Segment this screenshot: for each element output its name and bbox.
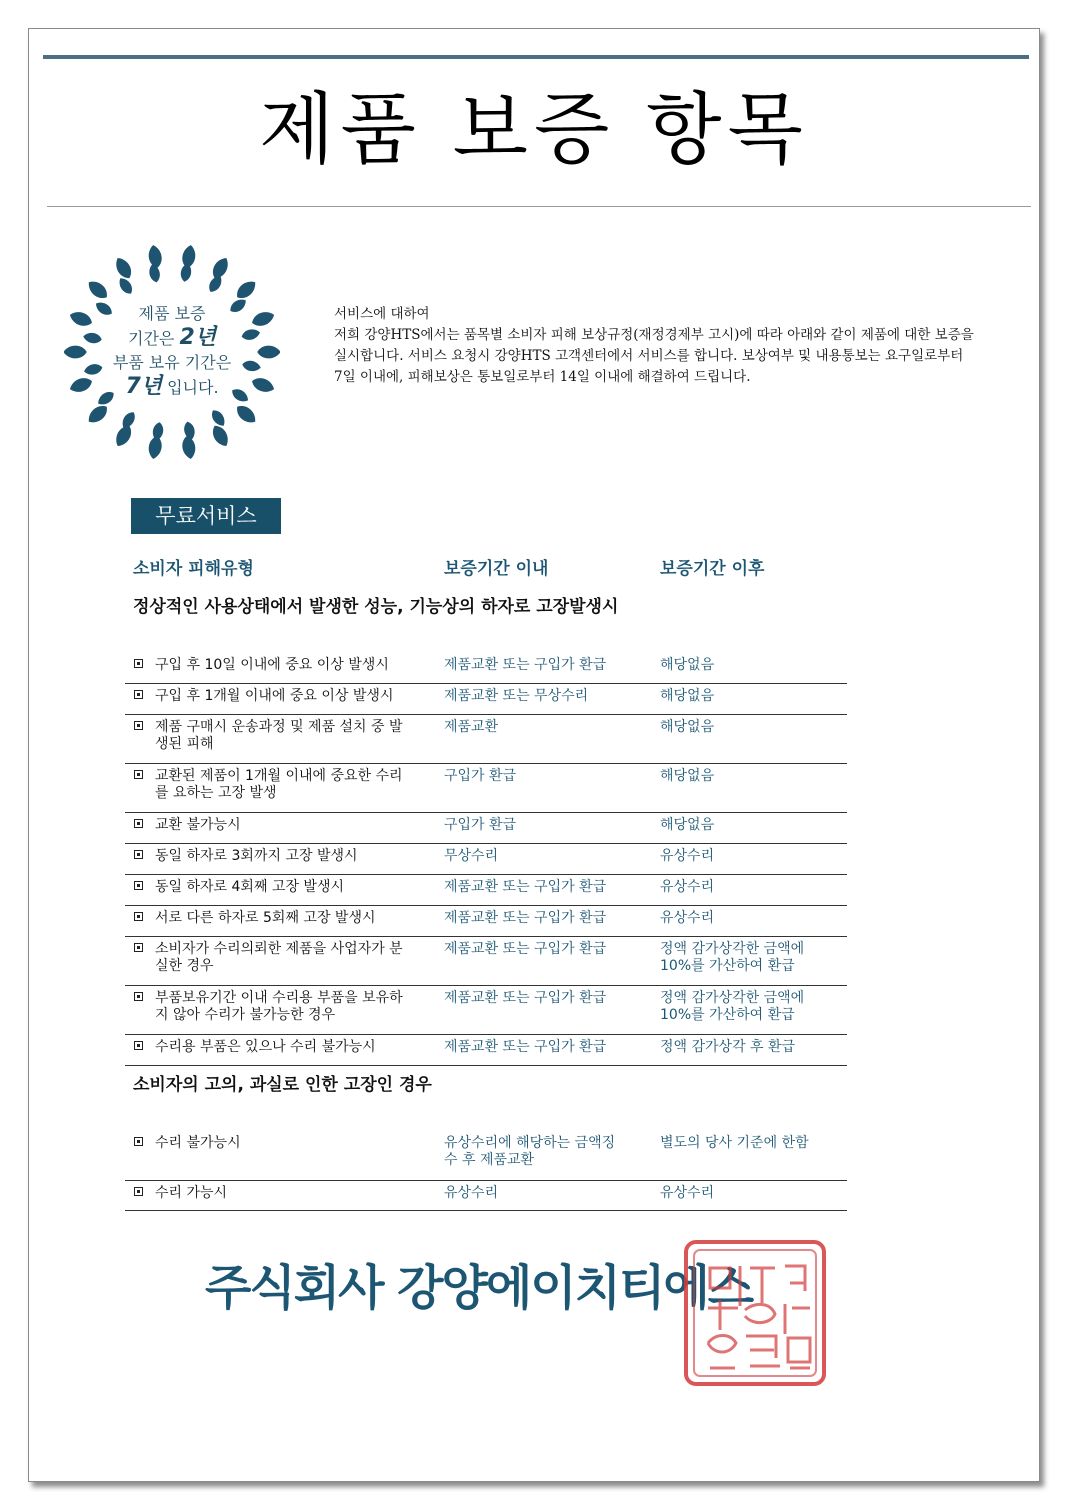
- col-after-header: 보증기간 이후: [660, 559, 765, 579]
- within-warranty: 제품교환 또는 구입가 환급: [444, 657, 607, 673]
- within-warranty: 구입가 환급: [444, 768, 517, 784]
- wreath-leaf: [116, 275, 135, 296]
- within-warranty: 제품교환: [444, 719, 499, 735]
- after-warranty: 정액 감가상각한 금액에 10%를 가산하여 환급: [660, 941, 805, 974]
- within-warranty: 유상수리: [444, 1185, 499, 1201]
- table-row: [125, 812, 847, 844]
- table-row: [125, 683, 847, 715]
- wreath-leaf: [147, 244, 164, 269]
- after-warranty: 정액 감가상각한 금액에 10%를 가산하여 환급: [660, 990, 805, 1023]
- within-warranty: 구입가 환급: [444, 817, 517, 833]
- within-warranty: 제품교환 또는 구입가 환급: [444, 1039, 607, 1055]
- intro-heading: 서비스에 대하여: [334, 306, 430, 322]
- after-warranty: 유상수리: [660, 1185, 715, 1201]
- company-seal-icon: [680, 1238, 830, 1388]
- section-title-normal-use: 정상적인 사용상태에서 발생한 성능, 기능상의 하자로 고장발생시: [133, 597, 619, 617]
- table-row: [125, 905, 847, 937]
- after-warranty: 유상수리: [660, 848, 715, 864]
- wreath-leaf: [85, 277, 111, 302]
- wreath-leaf: [233, 277, 259, 302]
- damage-type-text: 수리 가능시: [155, 1185, 228, 1201]
- badge-text: [64, 302, 280, 400]
- bullet-square-icon: [134, 1187, 143, 1196]
- damage-type-text: 교환 불가능시: [155, 817, 241, 833]
- top-rule: [43, 55, 1029, 59]
- within-warranty: 제품교환 또는 구입가 환급: [444, 910, 607, 926]
- company-name: 주식회사 강양에이치티에스: [205, 1260, 753, 1316]
- damage-type: [134, 990, 410, 1024]
- service-intro: [334, 304, 974, 388]
- bullet-square-icon: [134, 881, 143, 890]
- bullet-square-icon: [134, 912, 143, 921]
- after-warranty: 유상수리: [660, 910, 715, 926]
- wreath-leaf: [209, 423, 232, 450]
- page-title: 제품 보증 항목: [259, 85, 809, 175]
- badge-line2: 기간은: [127, 329, 180, 348]
- col-type-header: 소비자 피해유형: [133, 559, 254, 579]
- damage-type: [134, 817, 410, 834]
- damage-type-text: 동일 하자로 3회까지 고장 발생시: [155, 848, 358, 864]
- bullet-square-icon: [134, 943, 143, 952]
- damage-type: [134, 848, 410, 865]
- damage-type: [134, 910, 410, 927]
- bullet-square-icon: [134, 1041, 143, 1050]
- after-warranty: 해당없음: [660, 719, 715, 735]
- badge-line1: 제품 보증: [138, 304, 206, 323]
- after-warranty: 해당없음: [660, 657, 715, 673]
- bullet-square-icon: [134, 850, 143, 859]
- bullet-square-icon: [134, 992, 143, 1001]
- bullet-square-icon: [134, 690, 143, 699]
- after-warranty: 별도의 당사 기준에 한함: [660, 1135, 809, 1151]
- table-row: [125, 936, 847, 986]
- badge-line3: 부품 보유 기간은: [112, 353, 232, 372]
- within-warranty: 제품교환 또는 구입가 환급: [444, 941, 607, 957]
- badge-parts-period: 7년: [125, 374, 162, 399]
- table-row: [125, 985, 847, 1035]
- within-warranty: 무상수리: [444, 848, 499, 864]
- damage-type-text: 제품 구매시 운송과정 및 제품 설치 중 발생된 피해: [155, 719, 403, 752]
- bullet-square-icon: [134, 770, 143, 779]
- within-warranty: 유상수리에 해당하는 금액징수 후 제품교환: [444, 1135, 616, 1168]
- within-warranty: 제품교환 또는 구입가 환급: [444, 990, 607, 1006]
- table-row: [125, 652, 847, 684]
- table-row: [125, 763, 847, 813]
- within-warranty: 제품교환 또는 구입가 환급: [444, 879, 607, 895]
- damage-type: [134, 657, 410, 674]
- section-title-misuse: 소비자의 고의, 과실로 인한 고장인 경우: [133, 1075, 432, 1095]
- wreath-leaf: [209, 407, 228, 428]
- damage-type: [134, 941, 410, 975]
- badge-period: 2년: [179, 325, 217, 350]
- damage-type-text: 구입 후 1개월 이내에 중요 이상 발생시: [155, 688, 394, 704]
- wreath-leaf: [233, 402, 259, 427]
- free-service-tag: 무료서비스: [131, 498, 281, 534]
- intro-body: 저희 강양HTS에서는 품목별 소비자 피해 보상규정(재정경제부 고시)에 따라 아래와 같이 제품에 대한 보증을 실시합니다. 서비스 요청시 강양HTS 고객센터에서 서비스를 합니다. 보상여부 및 내용통보는 요구일로부터 7일 이내에, 피해보상은 통보일로부터 14일 이내에 해결하여 드립니다.: [334, 327, 974, 385]
- damage-type: [134, 1039, 410, 1056]
- after-warranty: 유상수리: [660, 879, 715, 895]
- table-row: [125, 1180, 847, 1211]
- damage-type: [134, 879, 410, 896]
- col-within-header: 보증기간 이내: [444, 559, 549, 579]
- damage-type: [134, 1135, 410, 1152]
- after-warranty: 해당없음: [660, 768, 715, 784]
- damage-type-text: 소비자가 수리의뢰한 제품을 사업자가 분실한 경우: [155, 941, 403, 974]
- bullet-square-icon: [134, 659, 143, 668]
- table-row: [125, 1130, 847, 1181]
- warranty-badge: [64, 244, 280, 460]
- after-warranty: 해당없음: [660, 817, 715, 833]
- wreath-leaf: [181, 435, 198, 460]
- damage-type-text: 구입 후 10일 이내에 중요 이상 발생시: [155, 657, 389, 673]
- damage-type: [134, 768, 410, 802]
- title-rule: [47, 206, 1031, 207]
- wreath-leaf: [85, 402, 111, 427]
- damage-type-text: 동일 하자로 4회째 고장 발생시: [155, 879, 344, 895]
- wreath-leaf: [182, 421, 196, 441]
- bullet-square-icon: [134, 721, 143, 730]
- damage-type-text: 수리 불가능시: [155, 1135, 241, 1151]
- table-row: [125, 1034, 847, 1066]
- damage-type-text: 교환된 제품이 1개월 이내에 중요한 수리를 요하는 고장 발생: [155, 768, 403, 801]
- within-warranty: 제품교환 또는 무상수리: [444, 688, 589, 704]
- table-header: [133, 554, 855, 580]
- damage-type-text: 부품보유기간 이내 수리용 부품을 보유하지 않아 수리가 불가능한 경우: [155, 990, 403, 1023]
- damage-type-text: 서로 다른 하자로 5회째 고장 발생시: [155, 910, 376, 926]
- table-row: [125, 843, 847, 875]
- table-row: [125, 714, 847, 764]
- table-row: [125, 874, 847, 906]
- damage-type-text: 수리용 부품은 있으나 수리 불가능시: [155, 1039, 376, 1055]
- badge-line4: 입니다.: [162, 378, 219, 397]
- wreath-leaf: [148, 263, 162, 283]
- after-warranty: 정액 감가상각 후 환급: [660, 1039, 796, 1055]
- bullet-square-icon: [134, 1137, 143, 1146]
- bullet-square-icon: [134, 819, 143, 828]
- wreath-leaf: [112, 255, 135, 282]
- damage-type: [134, 719, 410, 753]
- damage-type: [134, 1185, 410, 1202]
- damage-type: [134, 688, 410, 705]
- after-warranty: 해당없음: [660, 688, 715, 704]
